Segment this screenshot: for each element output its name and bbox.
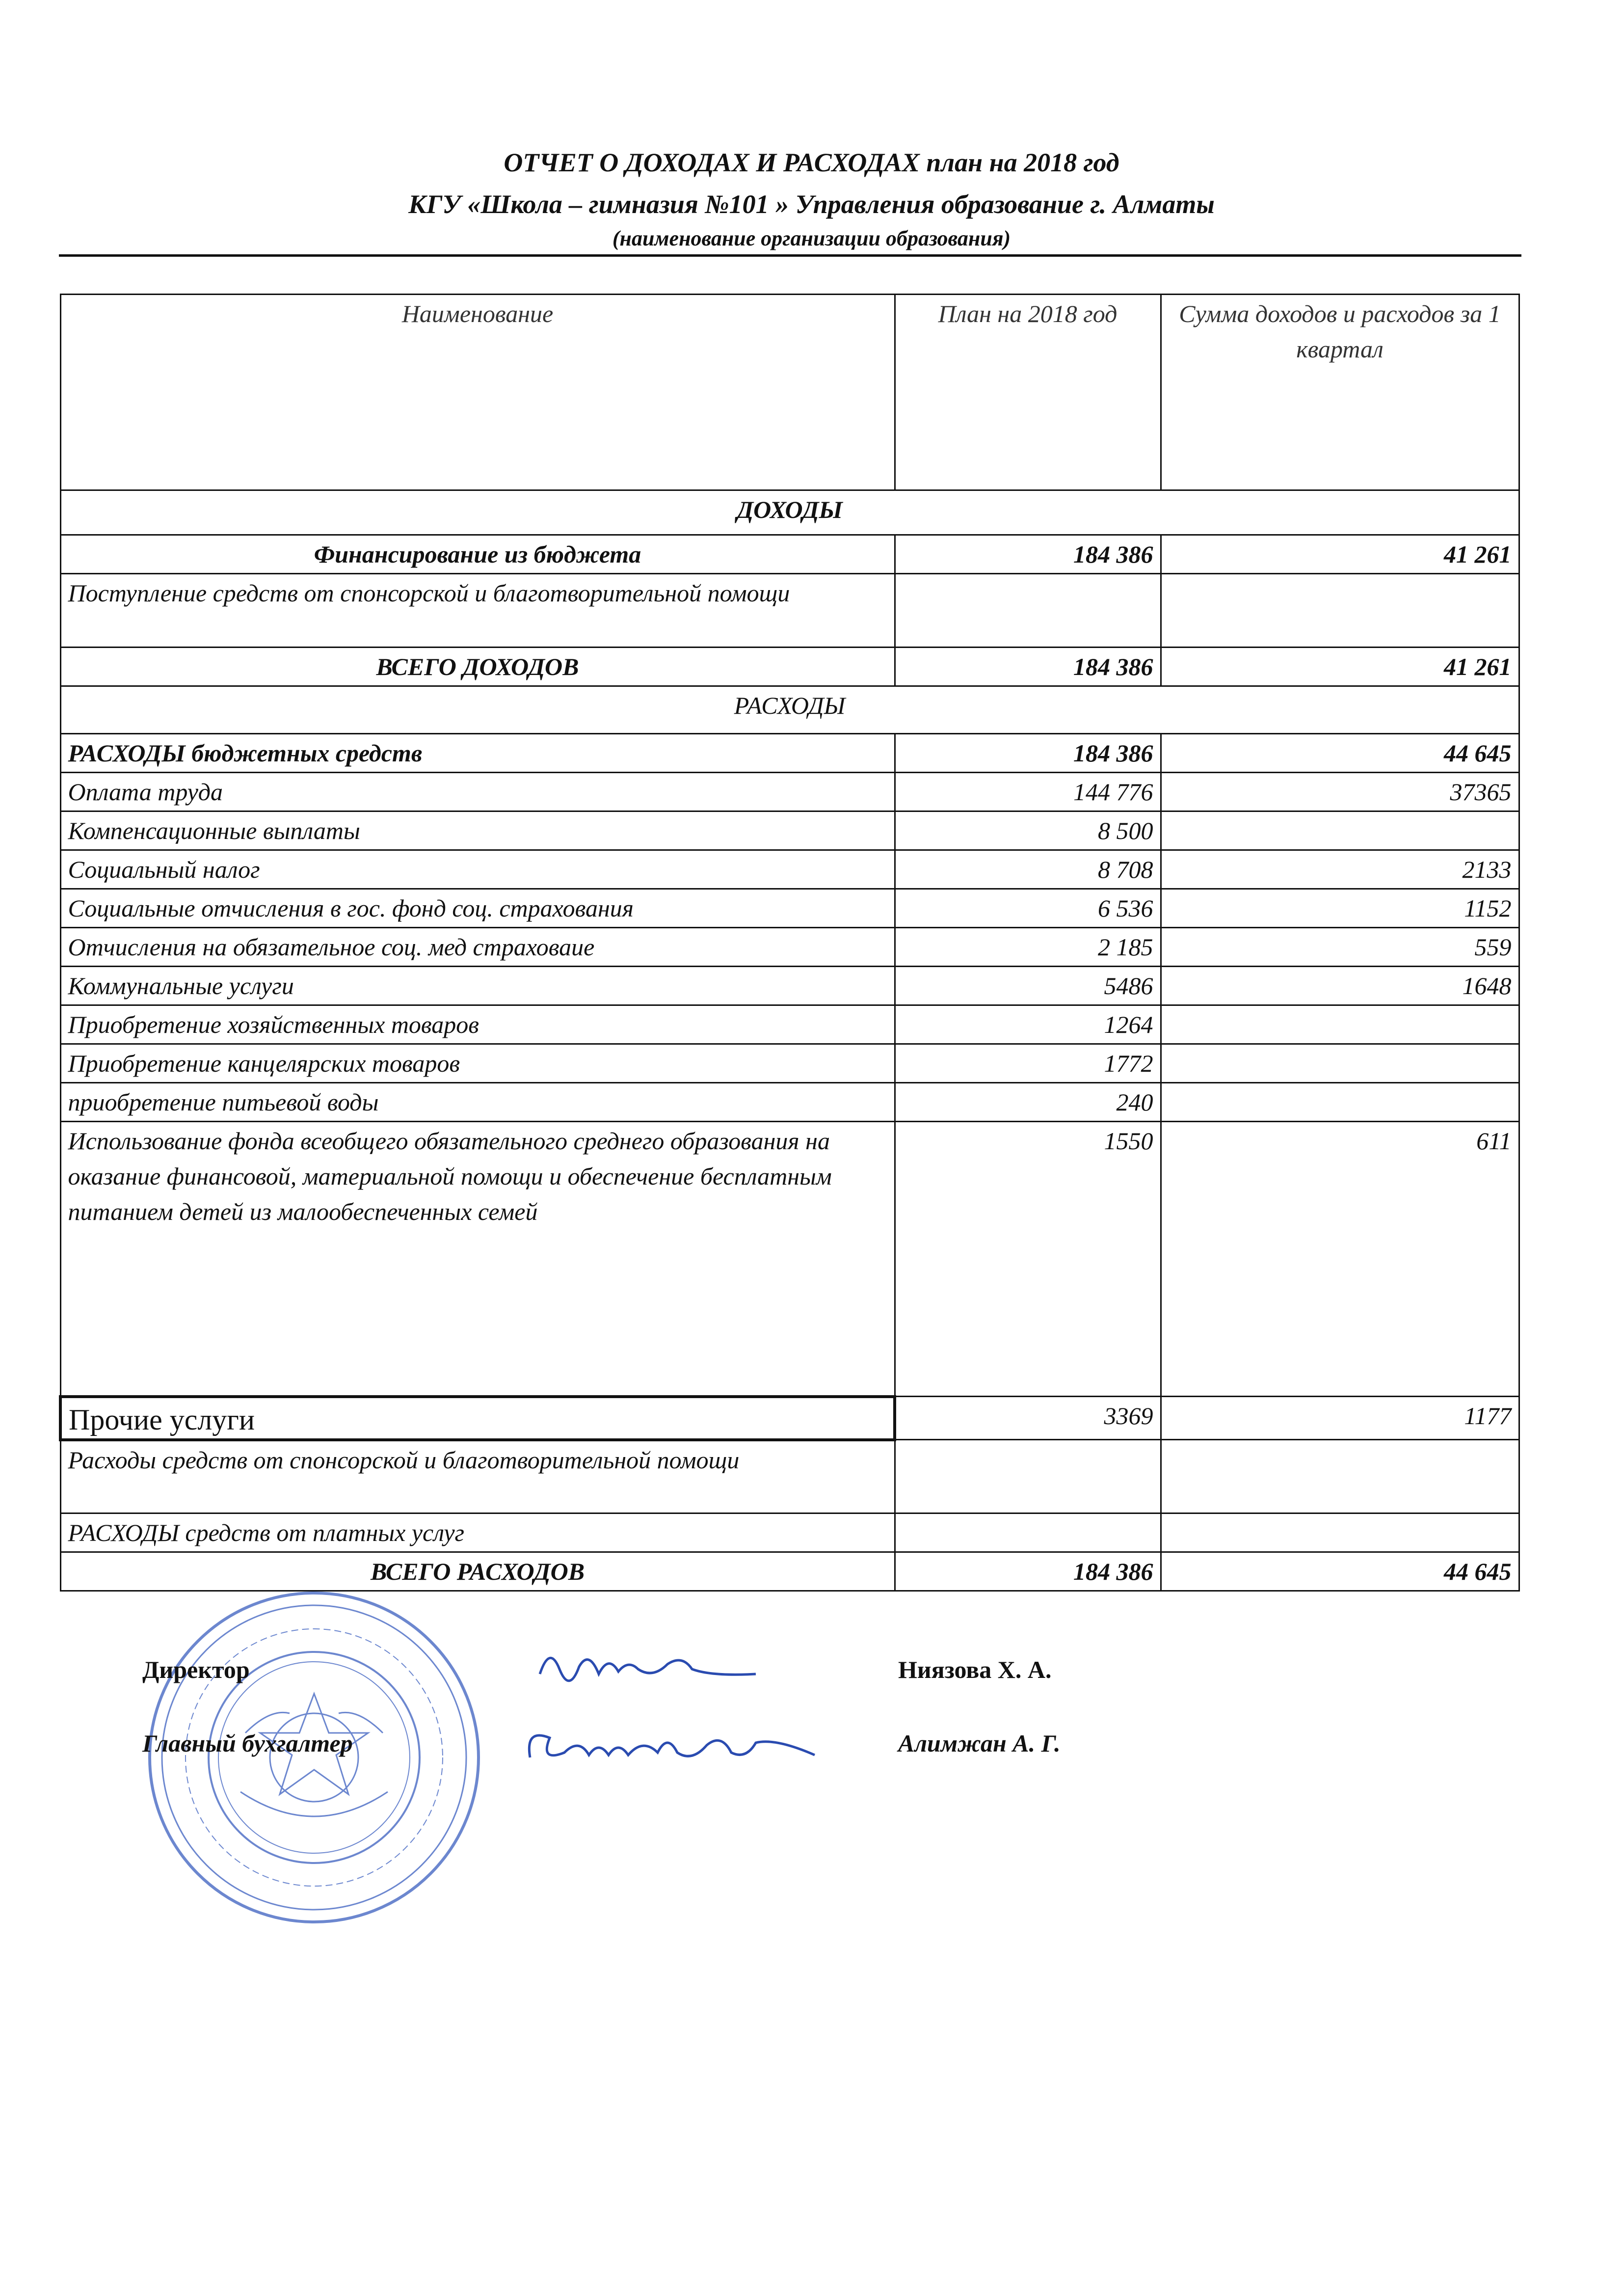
row-sum: 41 261 <box>1161 535 1519 574</box>
row-sum <box>1161 1440 1519 1513</box>
row-sum: 44 645 <box>1161 734 1519 773</box>
row-sum <box>1161 1005 1519 1044</box>
section-income: ДОХОДЫ <box>60 490 1519 535</box>
director-signature-icon <box>535 1640 761 1694</box>
table-row <box>60 773 1519 811</box>
row-plan: 184 386 <box>895 535 1161 574</box>
row-plan: 2 185 <box>895 928 1161 967</box>
accountant-label: Главный бухгалтер <box>142 1729 353 1757</box>
income-total-row <box>60 648 1519 686</box>
report-table <box>59 294 1520 1592</box>
row-name: ВСЕГО РАСХОДОВ <box>60 1552 895 1591</box>
organization-name: КГУ «Школа – гимназия №101 » Управления образование г. Алматы <box>408 189 1215 219</box>
row-sum: 1177 <box>1161 1397 1519 1440</box>
header-underline <box>59 254 1521 257</box>
other-services-row <box>60 1397 1519 1440</box>
sponsor-expenses-row <box>60 1440 1519 1513</box>
row-name: Поступление средств от спонсорской и благотворительной помощи <box>60 574 895 648</box>
row-sum: 37365 <box>1161 773 1519 811</box>
row-plan: 8 500 <box>895 811 1161 850</box>
row-name: приобретение питьевой воды <box>60 1083 895 1122</box>
table-row <box>60 811 1519 850</box>
row-plan: 184 386 <box>895 734 1161 773</box>
row-plan: 240 <box>895 1083 1161 1122</box>
row-plan: 8 708 <box>895 850 1161 889</box>
row-plan: 3369 <box>895 1397 1161 1440</box>
row-name: Приобретение хозяйственных товаров <box>60 1005 895 1044</box>
table-row <box>60 574 1519 648</box>
director-label: Директор <box>142 1656 250 1683</box>
table-row <box>60 1083 1519 1122</box>
row-sum: 559 <box>1161 928 1519 967</box>
table-row <box>60 928 1519 967</box>
row-sum: 2133 <box>1161 850 1519 889</box>
table-row <box>60 1044 1519 1083</box>
row-plan: 1772 <box>895 1044 1161 1083</box>
row-sum: 611 <box>1161 1122 1519 1397</box>
column-header-name: Наименование <box>60 295 895 490</box>
row-name: Прочие услуги <box>60 1397 895 1440</box>
row-name: Отчисления на обязательное соц. мед страховаие <box>60 928 895 967</box>
section-expenses: РАСХОДЫ <box>60 686 1519 734</box>
row-name: Социальные отчисления в гос. фонд соц. страхования <box>60 889 895 928</box>
row-sum <box>1161 811 1519 850</box>
row-name: РАСХОДЫ бюджетных средств <box>60 734 895 773</box>
row-name: Приобретение канцелярских товаров <box>60 1044 895 1083</box>
report-title: ОТЧЕТ О ДОХОДАХ И РАСХОДАХ план на 2018 год <box>504 148 1119 177</box>
row-name: Оплата труда <box>60 773 895 811</box>
table-row <box>60 889 1519 928</box>
table-row <box>60 1122 1519 1397</box>
row-sum: 41 261 <box>1161 648 1519 686</box>
row-name: Финансирование из бюджета <box>60 535 895 574</box>
row-plan: 184 386 <box>895 1552 1161 1591</box>
accountant-name: Алимжан А. Г. <box>898 1729 1061 1757</box>
row-name: Компенсационные выплаты <box>60 811 895 850</box>
director-name: Ниязова Х. А. <box>898 1656 1052 1683</box>
row-plan: 1264 <box>895 1005 1161 1044</box>
row-name: Коммунальные услуги <box>60 967 895 1005</box>
accountant-signature-icon <box>520 1718 825 1777</box>
row-sum <box>1161 1044 1519 1083</box>
table-row <box>60 850 1519 889</box>
row-sum <box>1161 574 1519 648</box>
row-plan <box>895 1440 1161 1513</box>
row-plan: 1550 <box>895 1122 1161 1397</box>
row-sum <box>1161 1083 1519 1122</box>
row-plan: 184 386 <box>895 648 1161 686</box>
row-sum: 1648 <box>1161 967 1519 1005</box>
row-name: Использование фонда всеобщего обязательного среднего образования на оказание финансовой, материальной помощи и обеспечение бесплатным питанием детей из малообеспеченных семей <box>60 1122 895 1397</box>
row-plan: 6 536 <box>895 889 1161 928</box>
paid-services-row <box>60 1513 1519 1552</box>
budget-expenses-row <box>60 734 1519 773</box>
row-sum: 1152 <box>1161 889 1519 928</box>
row-plan: 5486 <box>895 967 1161 1005</box>
column-header-plan: План на 2018 год <box>895 295 1161 490</box>
expenses-total-row <box>60 1552 1519 1591</box>
row-sum: 44 645 <box>1161 1552 1519 1591</box>
row-name: ВСЕГО ДОХОДОВ <box>60 648 895 686</box>
row-name: Расходы средств от спонсорской и благотворительной помощи <box>60 1440 895 1513</box>
column-header-sum: Сумма доходов и расходов за 1 квартал <box>1161 295 1519 490</box>
table-row <box>60 1005 1519 1044</box>
official-seal-icon <box>142 1586 486 1929</box>
row-plan: 144 776 <box>895 773 1161 811</box>
organization-caption: (наименование организации образования) <box>612 226 1011 250</box>
table-header-row <box>60 295 1519 490</box>
row-name: РАСХОДЫ средств от платных услуг <box>60 1513 895 1552</box>
row-plan <box>895 1513 1161 1552</box>
table-row <box>60 535 1519 574</box>
row-plan <box>895 574 1161 648</box>
row-name: Социальный налог <box>60 850 895 889</box>
table-row <box>60 967 1519 1005</box>
row-sum <box>1161 1513 1519 1552</box>
